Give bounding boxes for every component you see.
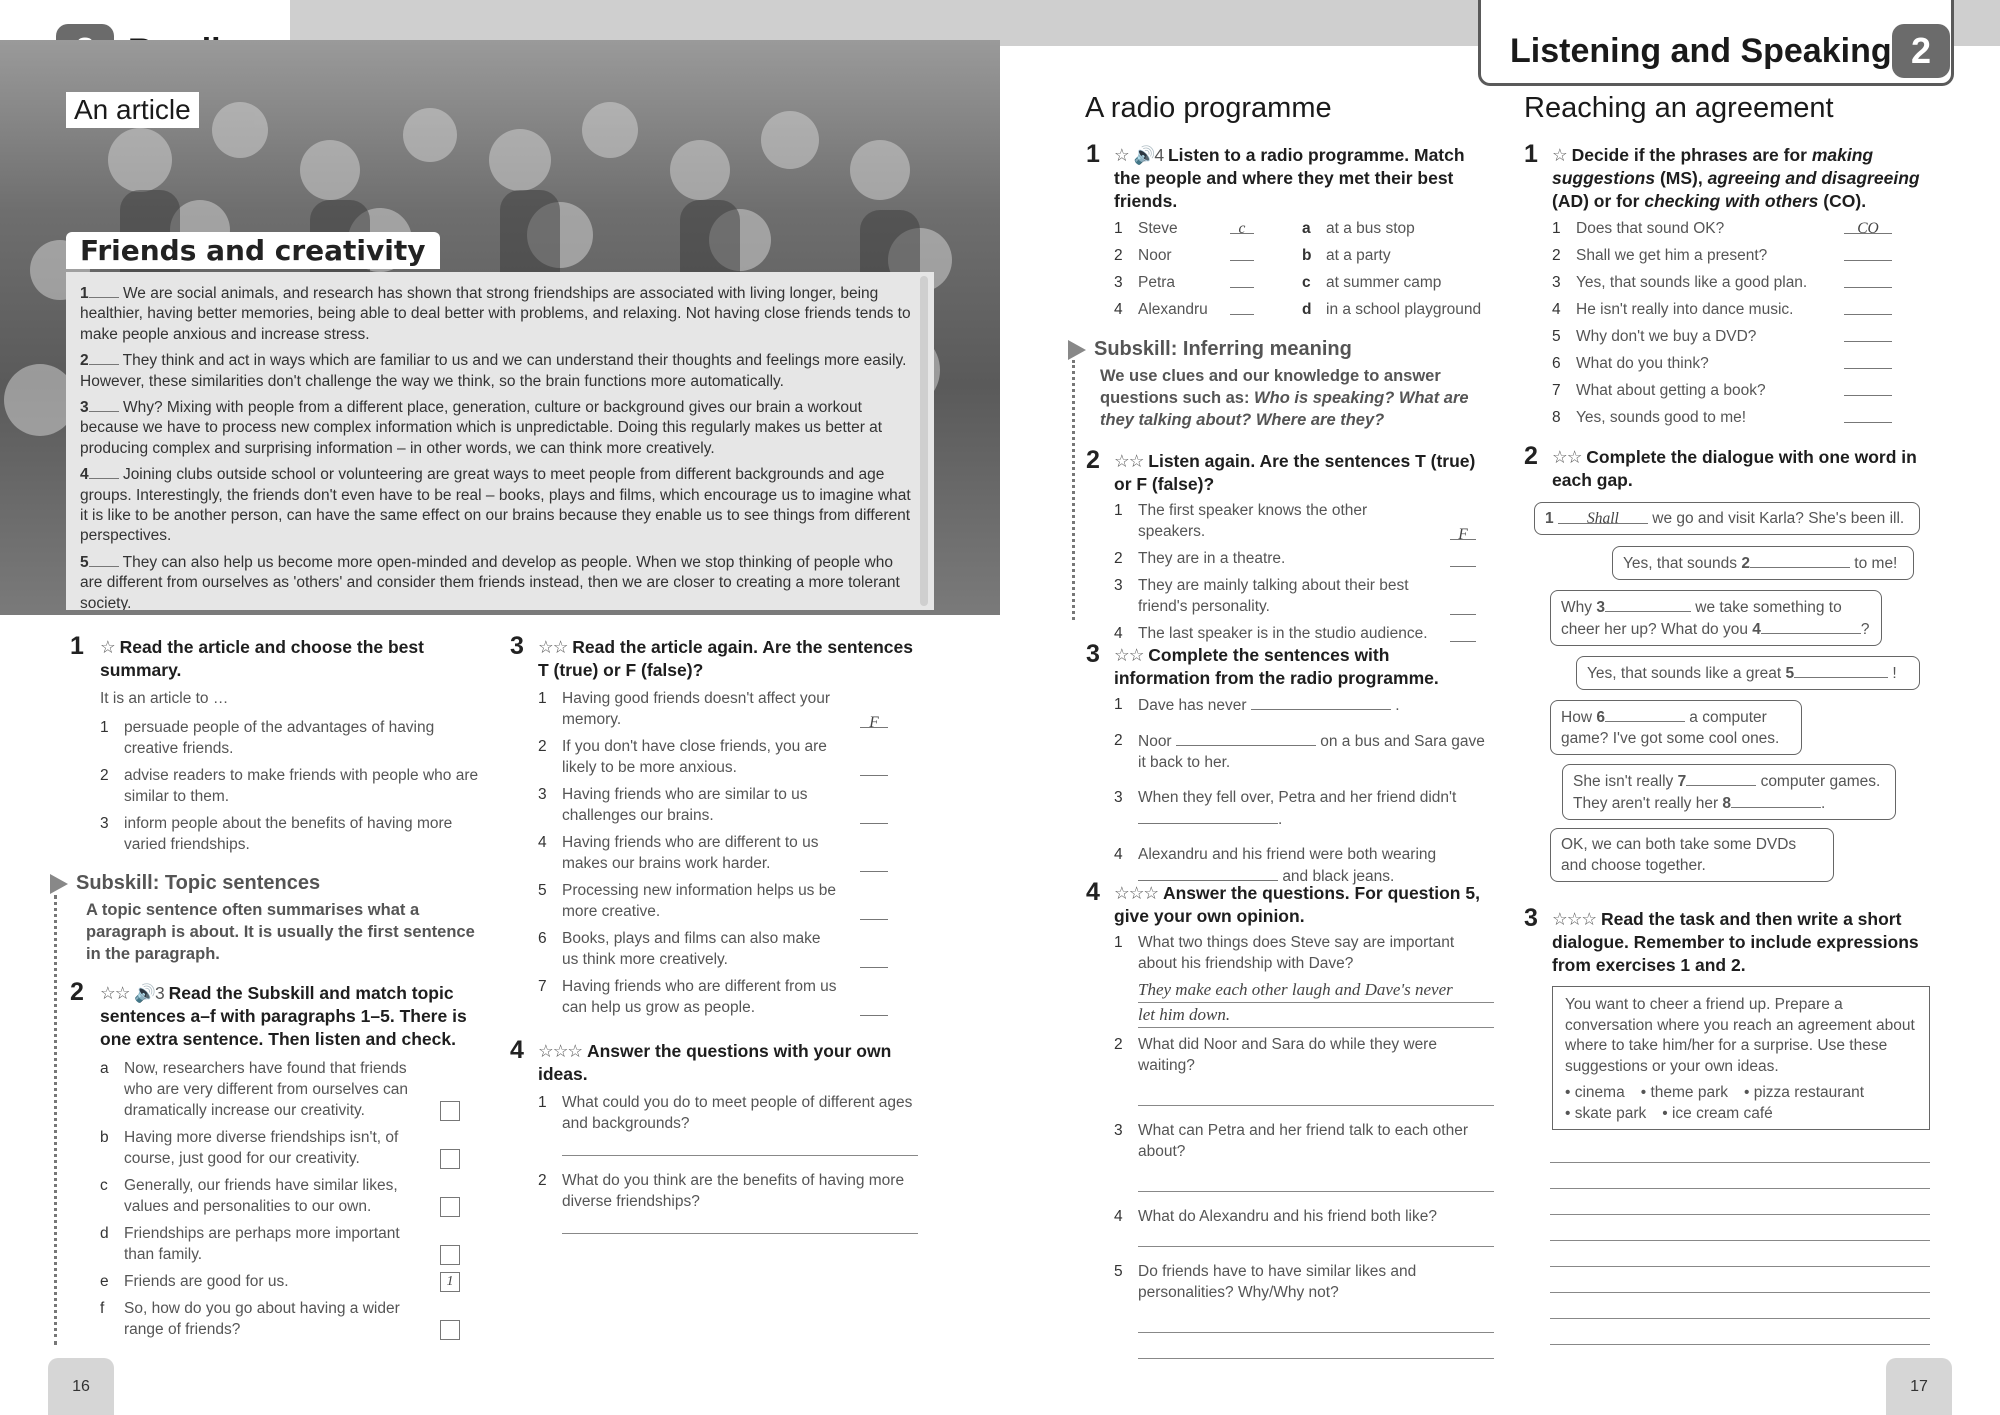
list-item: d in a school playground bbox=[1302, 301, 1482, 318]
unit-number: 2 bbox=[1910, 30, 1932, 71]
answer-blank[interactable] bbox=[860, 1000, 888, 1016]
reading-exercise-1-instruction: ☆ Read the article and choose the best summary. bbox=[100, 637, 424, 680]
listening-exercise-4-items bbox=[1114, 932, 1494, 1359]
list-item[interactable]: 3 Yes, that sounds like a good plan. bbox=[1552, 272, 1892, 293]
answer-box[interactable]: 1 bbox=[440, 1272, 460, 1292]
answer-line[interactable] bbox=[1138, 1231, 1494, 1247]
dialogue-bubble-3: Why 3 we take something to cheer her up? What do you 4 ? bbox=[1550, 590, 1882, 646]
exercise-number: 4 bbox=[510, 1036, 524, 1064]
answer-blank[interactable] bbox=[1251, 694, 1391, 710]
dialogue-bubble-4: Yes, that sounds like a great 5 ! bbox=[1576, 656, 1920, 690]
speaking-exercise-1-instruction: ☆ Decide if the phrases are for making suggestions (MS), agreeing and disagreeing (AD) or for checking with others (CO). bbox=[1552, 145, 1920, 211]
list-item[interactable]: 1 Having good friends doesn't affect your memory. F bbox=[538, 688, 888, 730]
list-item[interactable]: 7 Having friends who are different from us can help us grow as people. bbox=[538, 976, 888, 1018]
listening-subskill-box bbox=[1068, 338, 1498, 431]
unit-number-badge-right bbox=[1892, 24, 1950, 78]
list-item[interactable]: 1 persuade people of the advantages of having creative friends. bbox=[100, 719, 435, 757]
list-item[interactable]: 6 Books, plays and films can also make us think more creatively. bbox=[538, 928, 888, 970]
list-item[interactable]: e Friends are good for us. 1 bbox=[100, 1271, 460, 1292]
answer-line[interactable]: They make each other laugh and Dave's never bbox=[1138, 978, 1494, 1003]
answer-blank[interactable] bbox=[860, 952, 888, 968]
answer-box[interactable] bbox=[440, 1320, 460, 1340]
reading-exercise-4-instruction: ☆☆☆ Answer the questions with your own ideas. bbox=[538, 1041, 892, 1084]
play-triangle-icon bbox=[1068, 340, 1086, 360]
answer-blank[interactable] bbox=[1750, 552, 1850, 568]
answer-blank[interactable] bbox=[1230, 272, 1254, 288]
answer-blank[interactable] bbox=[1176, 730, 1316, 746]
places-list bbox=[1302, 218, 1502, 326]
answer-box[interactable] bbox=[440, 1149, 460, 1169]
subskill-title: Subskill: Inferring meaning bbox=[1094, 338, 1352, 360]
article-paragraph-3: 3 Why? Mixing with people from a different place, generation, culture or background gives our brain a workout because we have to process new complex information which is unpredictable. Doing this regularly makes us better at producing complex and surprising information – in other words, we can think more creatively. bbox=[80, 396, 914, 459]
answer-blank[interactable] bbox=[1138, 808, 1278, 824]
answer-line[interactable] bbox=[562, 1144, 918, 1156]
reading-exercise-4-items bbox=[538, 1092, 918, 1234]
task-description: You want to cheer a friend up. Prepare a conversation where you reach an agreement about where to take him/her for a surprise. Use these suggestions or your own ideas. bbox=[1565, 996, 1915, 1075]
suggestion-item: • pizza restaurant bbox=[1743, 1084, 1864, 1101]
page-number-right: 17 bbox=[1886, 1358, 1952, 1415]
list-item: 2 What did Noor and Sara do while they were waiting? bbox=[1114, 1036, 1437, 1074]
suggestion-item: • skate park bbox=[1565, 1104, 1647, 1122]
suggestion-item: • cinema bbox=[1565, 1084, 1625, 1101]
list-item[interactable]: 4 He isn't really into dance music. bbox=[1552, 299, 1892, 320]
list-item: b at a party bbox=[1302, 247, 1391, 264]
answer-line[interactable] bbox=[1138, 1307, 1494, 1333]
answer-blank[interactable] bbox=[860, 856, 888, 872]
exercise-number: 2 bbox=[70, 978, 84, 1006]
list-item[interactable]: 6 What do you think? bbox=[1552, 353, 1892, 374]
suggestion-item: • ice cream café bbox=[1662, 1104, 1773, 1122]
list-item[interactable]: 4 Alexandru bbox=[1114, 299, 1254, 320]
list-item[interactable]: 4 Alexandru and his friend were both wearing and black jeans. bbox=[1114, 846, 1437, 885]
list-item: a at a bus stop bbox=[1302, 220, 1415, 237]
subskill-questions: Who is speaking? What are they talking about? Where are they? bbox=[1100, 389, 1469, 429]
list-item[interactable]: 5 Processing new information helps us be more creative. bbox=[538, 880, 888, 922]
article-paragraph-1: 1 We are social animals, and research has shown that strong friendships are associated with living longer, being healthier, having better memories, being able to deal better with problems, and relaxing. Not having close friends tends to make people anxious and increase stress. bbox=[80, 282, 914, 345]
listening-exercise-1-instruction: ☆ 🔊4 Listen to a radio programme. Match the people and where they met their best friends. bbox=[1114, 145, 1465, 211]
subskill-body: A topic sentence often summarises what a paragraph is about. It is usually the first sentence in the paragraph. bbox=[86, 901, 475, 963]
list-item[interactable]: b Having more diverse friendships isn't, of course, just good for our creativity. bbox=[100, 1127, 460, 1169]
list-item[interactable]: 1 Steve c bbox=[1114, 218, 1254, 239]
list-item: 1 What two things does Steve say are important about his friendship with Dave? bbox=[1114, 934, 1455, 972]
exercise-number: 1 bbox=[1524, 140, 1538, 168]
reading-exercise-3-items bbox=[538, 688, 888, 1024]
audio-icon: 🔊3 bbox=[134, 983, 164, 1003]
exercise-number: 1 bbox=[1086, 140, 1100, 168]
writing-line[interactable] bbox=[1550, 1344, 1930, 1345]
exercise-number: 3 bbox=[510, 632, 524, 660]
list-item[interactable]: a Now, researchers have found that friends who are very different from ourselves can dramatically increase our creativity. bbox=[100, 1058, 460, 1121]
exercise-number: 1 bbox=[70, 632, 84, 660]
reading-exercise-2-items bbox=[100, 1058, 460, 1346]
section-title: Listening and Speaking bbox=[1510, 32, 1892, 70]
listening-exercise-3-instruction: ☆☆ Complete the sentences with information from the radio programme. bbox=[1114, 645, 1439, 688]
list-item: c at summer camp bbox=[1302, 274, 1442, 291]
list-item: 1 What could you do to meet people of different ages and backgrounds? bbox=[538, 1094, 913, 1132]
answer-blank[interactable] bbox=[1844, 380, 1892, 396]
list-item[interactable]: 5 Why don't we buy a DVD? bbox=[1552, 326, 1892, 347]
answer-blank[interactable] bbox=[1794, 662, 1888, 678]
dialogue-bubble-5: How 6 a computer game? I've got some cool ones. bbox=[1550, 700, 1802, 755]
answer-blank[interactable] bbox=[1844, 272, 1892, 288]
list-item[interactable]: 2 Shall we get him a present? bbox=[1552, 245, 1892, 266]
answer-line[interactable]: let him down. bbox=[1138, 1003, 1494, 1028]
list-item[interactable]: 2 Noor bbox=[1114, 245, 1254, 266]
exercise-number: 3 bbox=[1524, 904, 1538, 932]
article-title: Friends and creativity bbox=[66, 232, 440, 269]
suggestion-list bbox=[1565, 1083, 1917, 1124]
dialogue-bubble-6: She isn't really 7 computer games. They aren't really her 8 . bbox=[1562, 764, 1896, 820]
dialogue-bubble-2: Yes, that sounds 2 to me! bbox=[1612, 546, 1914, 580]
list-item[interactable]: 4 The last speaker is in the studio audience. bbox=[1114, 623, 1476, 644]
answer-blank[interactable] bbox=[1230, 245, 1254, 261]
agreement-heading: Reaching an agreement bbox=[1524, 92, 1834, 124]
article-scrollbar[interactable] bbox=[920, 276, 928, 606]
list-item[interactable]: 4 Having friends who are different to us makes our brains work harder. bbox=[538, 832, 888, 874]
play-triangle-icon bbox=[50, 874, 68, 894]
list-item[interactable]: 1 Does that sound OK? CO bbox=[1552, 218, 1892, 239]
answer-blank[interactable] bbox=[1138, 865, 1278, 881]
answer-blank[interactable] bbox=[1731, 792, 1821, 808]
suggestion-item: • theme park bbox=[1640, 1084, 1728, 1101]
subskill-title: Subskill: Topic sentences bbox=[76, 872, 321, 894]
answer-line[interactable] bbox=[1138, 1333, 1494, 1359]
answer-blank[interactable] bbox=[1450, 599, 1476, 615]
exercise-number: 2 bbox=[1524, 442, 1538, 470]
dialogue-bubble-1: 1 Shall we go and visit Karla? She's been ill. bbox=[1534, 502, 1920, 535]
answer-blank[interactable]: F bbox=[1450, 524, 1476, 540]
answer-line[interactable] bbox=[1138, 1080, 1494, 1106]
answer-blank[interactable] bbox=[860, 760, 888, 776]
article-paragraph-2: 2 They think and act in ways which are familiar to us and we can understand their thoughts and feelings more easily. However, these similarities don't challenge the way we think, so the brain functions more automatically. bbox=[80, 349, 914, 392]
list-item[interactable]: 3 inform people about the benefits of having more varied friendships. bbox=[100, 815, 453, 853]
answer-blank[interactable] bbox=[1844, 353, 1892, 369]
exercise-intro: It is an article to … bbox=[100, 690, 229, 707]
reading-exercise-2-instruction: ☆☆ 🔊3 Read the Subskill and match topic sentences a–f with paragraphs 1–5. There is one extra sentence. Then listen and check. bbox=[100, 983, 467, 1049]
answer-box[interactable] bbox=[440, 1101, 460, 1121]
list-item[interactable]: f So, how do you go about having a wider range of friends? bbox=[100, 1298, 460, 1340]
list-item[interactable]: 8 Yes, sounds good to me! bbox=[1552, 407, 1892, 428]
list-item[interactable]: 3 Petra bbox=[1114, 272, 1254, 293]
reading-subskill-box bbox=[50, 872, 480, 965]
listening-exercise-2-instruction: ☆☆ Listen again. Are the sentences T (true) or F (false)? bbox=[1114, 451, 1476, 494]
answer-blank[interactable] bbox=[1450, 551, 1476, 567]
article-paragraph-5: 5 They can also help us become more open-minded and develop as people. When we stop thinking of people who are different from ourselves as 'others' and consider them friends instead, then we are closer to creating a more tolerant society. bbox=[80, 551, 914, 610]
listening-exercise-4-instruction: ☆☆☆ Answer the questions. For question 5, give your own opinion. bbox=[1114, 883, 1480, 926]
dialogue-bubble-7: OK, we can both take some DVDs and choose together. bbox=[1550, 828, 1834, 882]
listening-exercise-3-items bbox=[1114, 694, 1494, 901]
list-item: 4 What do Alexandru and his friend both like? bbox=[1114, 1208, 1437, 1225]
people-list bbox=[1114, 218, 1254, 326]
answer-blank[interactable]: c bbox=[1230, 218, 1254, 234]
answer-line[interactable] bbox=[1138, 1166, 1494, 1192]
answer-blank[interactable] bbox=[1230, 299, 1254, 315]
answer-blank[interactable] bbox=[1844, 407, 1892, 423]
article-heading: An article bbox=[66, 92, 199, 128]
list-item[interactable]: 1 The first speaker knows the other speakers. F bbox=[1114, 500, 1476, 542]
answer-blank[interactable] bbox=[860, 808, 888, 824]
list-item[interactable]: 3 They are mainly talking about their best friend's personality. bbox=[1114, 575, 1476, 617]
speaking-exercise-3-instruction: ☆☆☆ Read the task and then write a short dialogue. Remember to include expressions from exercises 1 and 2. bbox=[1552, 909, 1919, 975]
exercise-number: 3 bbox=[1086, 640, 1100, 668]
article-paragraph-4: 4 Joining clubs outside school or volunteering are great ways to meet people from different backgrounds and age groups. Interestingly, the friends don't even have to be real – books, plays and films, which encourage us to imagine what it is like to be another person, can have the same effect on our brains because they enable us to see things from different perspectives. bbox=[80, 463, 914, 547]
writing-line[interactable] bbox=[1550, 1318, 1930, 1319]
list-item[interactable]: d Friendships are perhaps more important than family. bbox=[100, 1223, 460, 1265]
answer-blank[interactable] bbox=[1605, 706, 1685, 722]
article-body bbox=[66, 272, 934, 610]
writing-line[interactable] bbox=[1550, 1214, 1930, 1215]
writing-line[interactable] bbox=[1550, 1240, 1930, 1241]
list-item[interactable]: 2 If you don't have close friends, you are likely to be more anxious. bbox=[538, 736, 888, 778]
list-item: 2 What do you think are the benefits of having more diverse friendships? bbox=[538, 1172, 905, 1210]
list-item: 5 Do friends have to have similar likes and personalities? Why/Why not? bbox=[1114, 1263, 1417, 1301]
answer-box[interactable] bbox=[440, 1245, 460, 1265]
speaking-exercise-2-instruction: ☆☆ Complete the dialogue with one word in each gap. bbox=[1552, 447, 1917, 490]
answer-line[interactable] bbox=[562, 1222, 918, 1234]
answer-blank[interactable] bbox=[1605, 596, 1691, 612]
listening-exercise-2-items bbox=[1114, 500, 1476, 650]
exercise-number: 2 bbox=[1086, 446, 1100, 474]
answer-blank[interactable] bbox=[1761, 618, 1861, 634]
subskill-body: We use clues and our knowledge to answer questions such as: bbox=[1100, 367, 1441, 407]
page-number-left: 16 bbox=[48, 1358, 114, 1415]
answer-blank[interactable]: F bbox=[860, 712, 888, 728]
list-item[interactable]: 2 They are in a theatre. bbox=[1114, 548, 1476, 569]
writing-line[interactable] bbox=[1550, 1188, 1930, 1189]
reading-exercise-1-items bbox=[100, 688, 480, 861]
list-item[interactable]: 3 Having friends who are similar to us challenges our brains. bbox=[538, 784, 888, 826]
writing-line[interactable] bbox=[1550, 1292, 1930, 1293]
list-item: 3 What can Petra and her friend talk to each other about? bbox=[1114, 1122, 1468, 1160]
writing-task-box bbox=[1552, 986, 1930, 1130]
answer-blank[interactable] bbox=[1844, 299, 1892, 315]
list-item[interactable]: 3 When they fell over, Petra and her friend didn't . bbox=[1114, 789, 1457, 828]
answer-blank[interactable] bbox=[1450, 626, 1476, 642]
answer-box[interactable] bbox=[440, 1197, 460, 1217]
answer-blank[interactable]: Shall bbox=[1558, 508, 1648, 524]
answer-blank[interactable]: CO bbox=[1844, 218, 1892, 234]
list-item[interactable]: 2 advise readers to make friends with people who are similar to them. bbox=[100, 767, 479, 805]
reading-exercise-3-instruction: ☆☆ Read the article again. Are the sentences T (true) or F (false)? bbox=[538, 637, 913, 680]
speaking-exercise-1-items bbox=[1552, 218, 1892, 434]
list-item[interactable]: c Generally, our friends have similar likes, values and personalities to our own. bbox=[100, 1175, 460, 1217]
writing-line[interactable] bbox=[1550, 1266, 1930, 1267]
answer-blank[interactable] bbox=[1844, 245, 1892, 261]
list-item[interactable]: 2 Noor on a bus and Sara gave it back to her. bbox=[1114, 732, 1485, 771]
writing-line[interactable] bbox=[1550, 1162, 1930, 1163]
exercise-number: 4 bbox=[1086, 878, 1100, 906]
list-item[interactable]: 7 What about getting a book? bbox=[1552, 380, 1892, 401]
radio-heading: A radio programme bbox=[1085, 92, 1332, 124]
answer-blank[interactable] bbox=[860, 904, 888, 920]
audio-icon: 🔊4 bbox=[1133, 145, 1164, 165]
list-item[interactable]: 1 Dave has never . bbox=[1114, 696, 1400, 714]
answer-blank[interactable] bbox=[1844, 326, 1892, 342]
answer-blank[interactable] bbox=[1686, 770, 1756, 786]
